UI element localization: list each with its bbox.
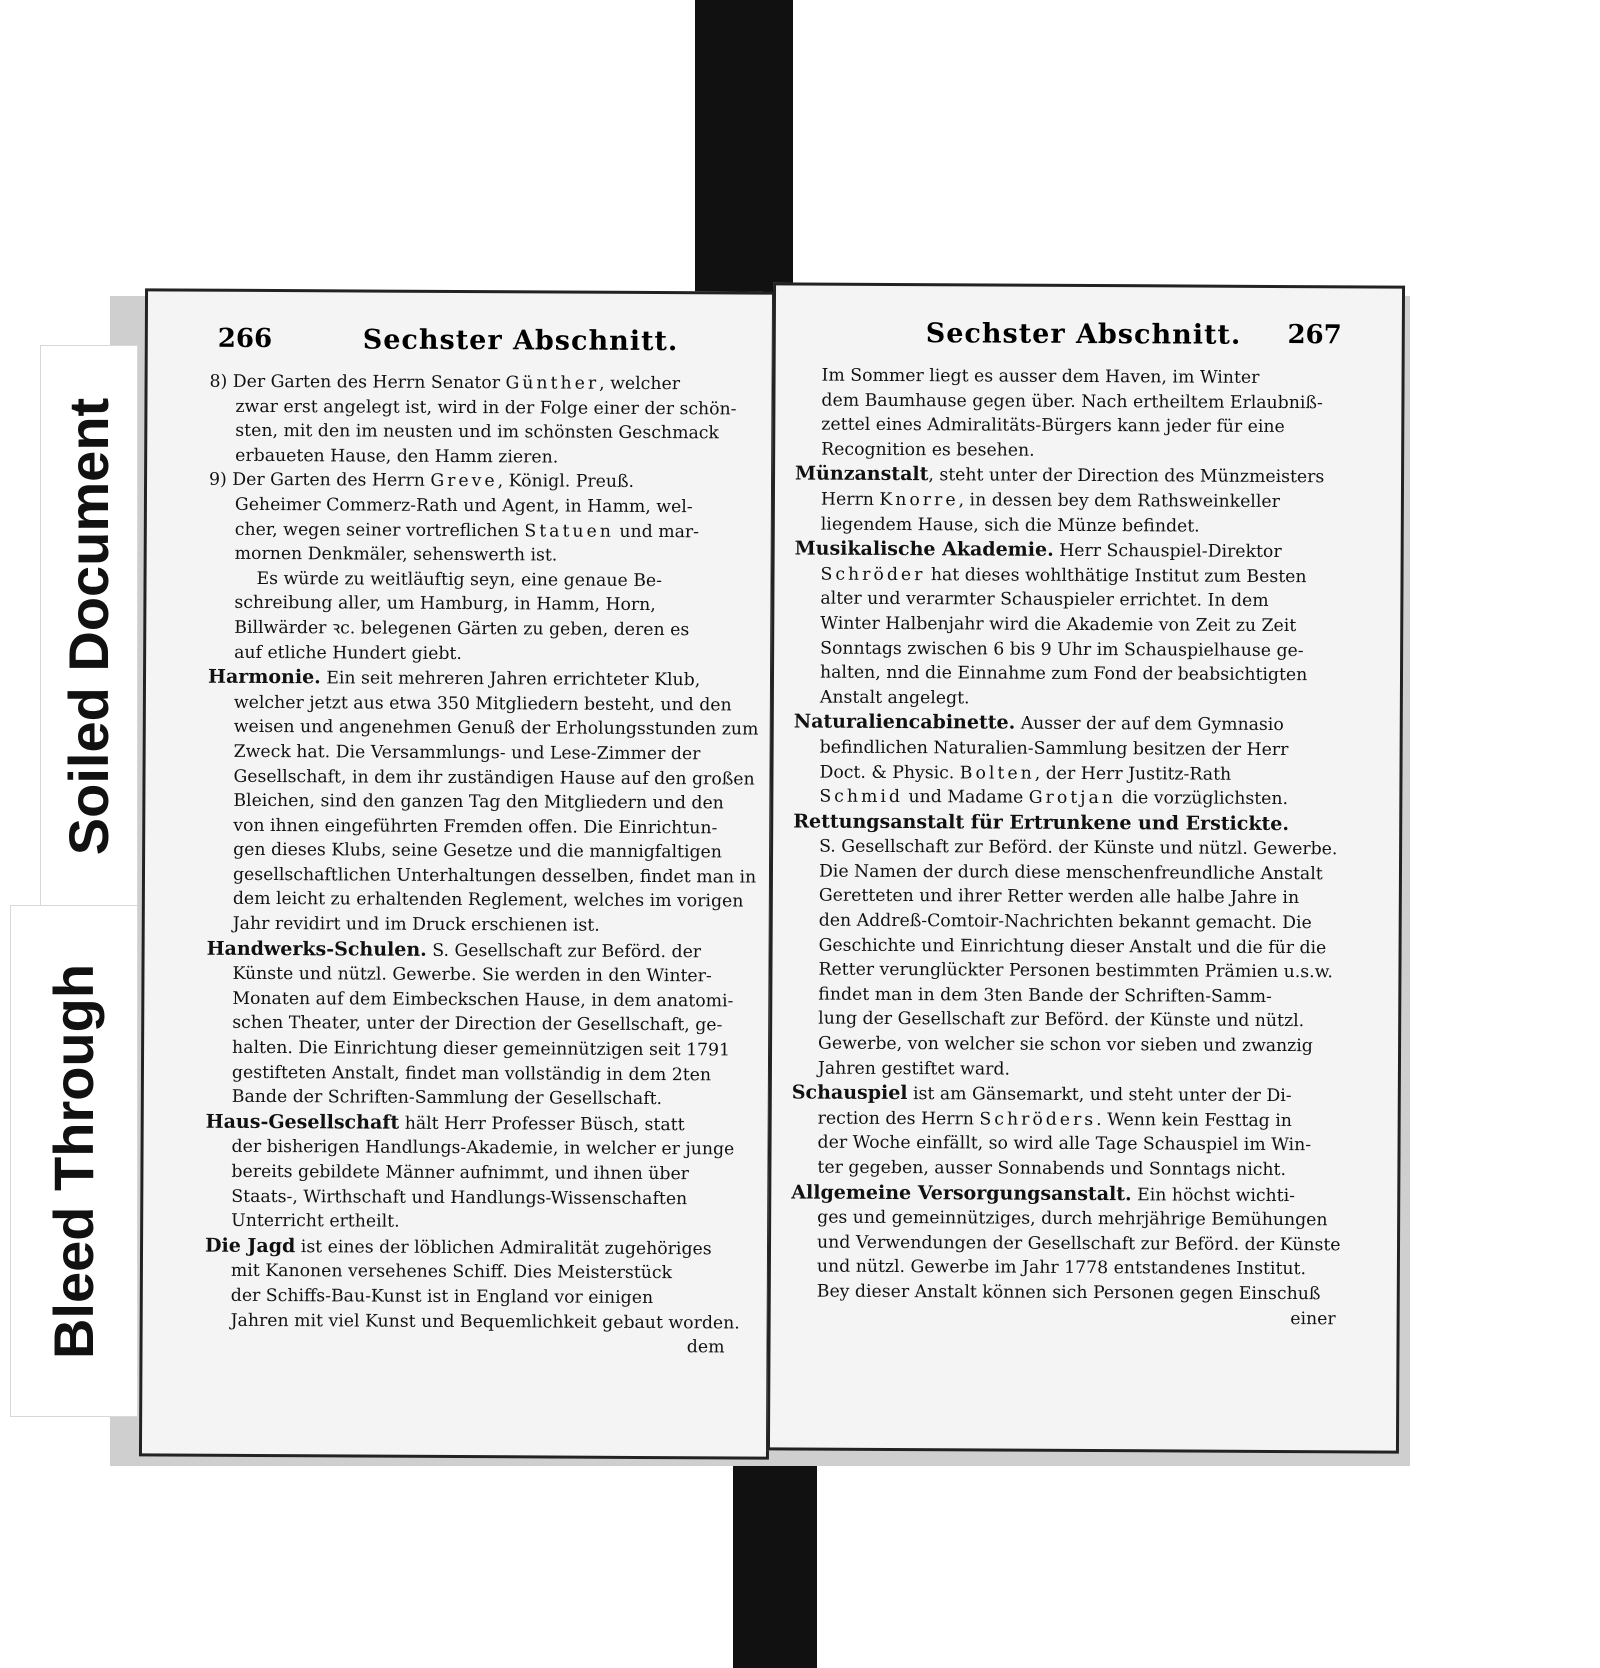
text-line [795, 487, 1340, 514]
text-line [207, 912, 727, 939]
spaced-name: Greve [430, 471, 498, 492]
text-segment: Anstalt angelegt. [819, 687, 970, 709]
text-segment: Gewerbe, von welcher sie schon vor sieben und zwanzig [818, 1033, 1313, 1057]
text-segment: mit Kanonen versehenes Schiff. Dies Meisterstück [230, 1261, 673, 1284]
spaced-name: Schmid [819, 786, 904, 808]
text-line [794, 587, 1339, 614]
text-line [205, 1160, 725, 1187]
text-segment: schreibung aller, um Hamburg, in Hamm, Horn, [234, 593, 656, 616]
text-line [794, 685, 1339, 712]
text-segment: der Schiffs-Bau-Kunst ist in England vor einigen [230, 1285, 654, 1309]
text-line [793, 785, 1338, 812]
text-line [206, 987, 734, 1014]
text-line [205, 1209, 725, 1236]
binding-strap-top [695, 0, 793, 298]
text-line [209, 419, 729, 446]
text-segment: gesellschaftlichen Unterhaltungen desselben, findet man in [232, 864, 757, 888]
text-segment: Gesellschaft, in dem ihr zuständigen Hause auf den großen [233, 766, 755, 790]
text-line [207, 789, 727, 816]
text-segment: befindlichen Naturalien-Sammlung besitzen der Herr [819, 737, 1289, 760]
left-page-text [204, 370, 759, 1360]
text-segment: und nützl. Gewerbe im Jahr 1778 entstandenes Institut. [816, 1256, 1307, 1280]
text-segment: gen dieses Klubs, seine Gesetze und die mannigfaltigen [233, 840, 722, 863]
text-segment: schen Theater, unter der Direction der Gesellschaft, ge- [232, 1013, 723, 1036]
spaced-name: Bolten [959, 762, 1035, 784]
text-segment: sten, mit den im neusten und im schönsten Geschmack [235, 421, 719, 444]
spaced-name: Günther [505, 373, 600, 394]
text-segment: S. Gesellschaft zur Beförd. der [426, 940, 702, 962]
text-line [792, 1106, 1337, 1133]
entry-keyword: Naturaliencabinette. [793, 710, 1016, 734]
text-line [793, 760, 1338, 787]
text-line [208, 665, 728, 693]
right-page [767, 282, 1405, 1453]
text-segment: hat dieses wohlthätige Institut zum Besten [925, 564, 1307, 587]
text-line [795, 462, 1340, 490]
bleed-through-label [10, 905, 138, 1417]
text-line [207, 936, 727, 964]
text-line [207, 838, 727, 865]
text-line [205, 1259, 725, 1286]
text-line [208, 640, 728, 667]
entry-keyword: Musikalische Akademie. [794, 537, 1054, 561]
text-segment: auf etliche Hundert giebt. [234, 642, 462, 664]
text-segment: gestifteten Anstalt, findet man vollständig in dem 2ten [231, 1062, 712, 1085]
text-segment: , der Herr Justitz-Rath [1034, 763, 1232, 785]
text-segment: und Verwendungen der Gesellschaft zur Beförd. der Künste [816, 1232, 1341, 1256]
text-segment: , in dessen bey dem Rathsweinkeller [958, 490, 1280, 512]
text-segment: findet man in dem 3ten Bande der Schriften-Samm- [818, 984, 1272, 1007]
text-line [208, 566, 728, 593]
entry-keyword: Münzanstalt [795, 462, 929, 486]
text-line [205, 1233, 725, 1261]
text-line [209, 468, 729, 495]
text-line [793, 835, 1338, 862]
right-page-header [776, 317, 1402, 360]
text-line [794, 611, 1339, 638]
text-segment: Die Namen der durch diese menschenfreundliche Anstalt [818, 861, 1323, 885]
text-segment: Bey dieser Anstalt können sich Personen gegen Einschuß [816, 1281, 1321, 1305]
text-segment: 8) Der Garten des Herrn Senator [209, 371, 506, 394]
text-line [207, 887, 744, 914]
text-line [210, 370, 730, 397]
spaced-name: Grotjan [1028, 787, 1117, 809]
text-line [209, 493, 729, 520]
text-line [209, 517, 729, 544]
text-segment: zettel eines Admiralitäts-Bürgers kann jeder für eine [821, 414, 1285, 438]
text-segment: ist am Gänsemarkt, und steht unter der Di- [907, 1084, 1292, 1107]
entry-keyword: Rettungsanstalt für Ertrunkene und Erstickte. [793, 810, 1290, 835]
text-line [796, 363, 1341, 390]
text-segment: Bleichen, sind den ganzen Tag den Mitgliedern und den [233, 790, 724, 814]
text-segment: Es würde zu weitläuftig seyn, eine genaue Be- [256, 568, 663, 591]
soiled-document-text: Soiled Document [57, 397, 121, 855]
text-line [204, 1333, 724, 1360]
text-line [206, 962, 726, 989]
text-segment: Herrn [820, 489, 880, 510]
text-segment: und Madame [902, 787, 1029, 808]
soiled-document-label [40, 345, 138, 907]
text-line [209, 443, 729, 470]
text-line [791, 1255, 1336, 1282]
text-line [793, 884, 1338, 911]
text-segment: Winter Halbenjahr wird die Akademie von Zeit zu Zeit [820, 613, 1297, 637]
text-line [794, 636, 1339, 663]
text-line [208, 715, 759, 742]
text-segment: . Wenn kein Festtag in [1096, 1109, 1292, 1131]
spaced-name: Statuen [524, 520, 615, 542]
text-line [208, 591, 728, 618]
text-segment: Jahren mit viel Kunst und Bequemlichkeit gebaut worden. [230, 1310, 740, 1334]
text-segment: den Addreß-Comtoir-Nachrichten bekannt gemacht. Die [818, 910, 1312, 934]
text-line [795, 388, 1340, 415]
text-segment: Retter verunglückter Personen bestimmten Prämien u.s.w. [818, 959, 1333, 983]
text-segment: Recognition es besehen. [821, 439, 1035, 461]
text-line [795, 437, 1340, 464]
text-segment: einer [1290, 1308, 1336, 1329]
text-segment: weisen und angenehmen Genuß der Erholungsstunden zum [233, 717, 759, 740]
text-segment: der bisherigen Handlungs-Akademie, in welcher er junge [231, 1137, 735, 1160]
text-line [793, 933, 1338, 960]
text-segment: von ihnen eingeführten Fremden offen. Die Einrichtun- [233, 815, 718, 839]
text-segment: der Woche einfällt, so wird alle Tage Schauspiel im Win- [817, 1133, 1312, 1156]
text-segment: rection des Herrn [817, 1108, 980, 1130]
entry-keyword: Schauspiel [791, 1081, 908, 1105]
text-segment: , steht unter der Direction des Münzmeisters [928, 465, 1325, 488]
text-segment: Sonntags zwischen 6 bis 9 Uhr im Schauspielhause ge- [820, 638, 1304, 661]
text-line [791, 1131, 1336, 1158]
text-line [791, 1304, 1336, 1331]
text-segment: dem leicht zu erhaltenden Reglement, welches im vorigen [232, 889, 744, 912]
text-segment: Herr Schauspiel-Direktor [1053, 540, 1282, 563]
page-number: 266 [217, 323, 273, 355]
spaced-name: Schröder [820, 564, 926, 585]
spaced-name: Schröders [979, 1109, 1097, 1130]
text-line [206, 1135, 735, 1162]
text-line [793, 909, 1338, 936]
text-line [205, 1308, 740, 1335]
text-line [791, 1206, 1336, 1233]
text-line [791, 1180, 1336, 1208]
text-segment: zwar erst angelegt ist, wird in der Folge einer der schön- [235, 396, 737, 420]
text-line [208, 690, 732, 717]
text-line [794, 661, 1339, 688]
text-segment: Künste und nützl. Gewerbe. Sie werden in den Winter- [232, 964, 712, 987]
text-segment: Bande der Schriften-Sammlung der Gesellschaft. [231, 1087, 663, 1110]
text-segment: dem Baumhause gegen über. Nach ertheiltem Erlaubniß- [821, 390, 1323, 413]
text-segment: Doct. & Physic. [819, 762, 960, 783]
page-number: 267 [1287, 320, 1342, 351]
text-segment: Ein seit mehreren Jahren errichteter Klub, [320, 668, 701, 691]
bleed-through-text: Bleed Through [42, 963, 106, 1359]
text-segment: , Königl. Preuß. [497, 471, 635, 493]
text-line [207, 863, 757, 890]
text-line [794, 562, 1339, 589]
text-segment: erbaueten Hause, den Hamm zieren. [235, 445, 559, 468]
text-segment: Geschichte und Einrichtung dieser Anstalt und die für die [818, 935, 1327, 958]
text-segment: alter und verarmter Schauspieler errichtet. In dem [820, 588, 1269, 612]
left-page [139, 288, 775, 1459]
text-segment: Staats-, Wirthschaft und Handlungs-Wissenschaften [231, 1186, 688, 1209]
text-line [795, 537, 1340, 565]
text-segment: Ein höchst wichti- [1131, 1184, 1296, 1206]
text-line [207, 813, 727, 840]
text-segment: Unterricht ertheilt. [231, 1211, 400, 1232]
text-line [792, 1081, 1337, 1109]
text-line [792, 982, 1337, 1009]
text-segment: hält Herr Professer Büsch, statt [399, 1113, 685, 1136]
text-segment: Jahren gestiftet ward. [817, 1058, 1011, 1080]
entry-keyword: Die Jagd [204, 1234, 296, 1257]
text-line [209, 542, 729, 569]
text-segment: Ausser der auf dem Gymnasio [1015, 713, 1284, 736]
text-segment: Geretteten und ihrer Retter werden alle halbe Jahre in [818, 886, 1300, 909]
text-line [206, 1085, 726, 1112]
text-segment: ter gegeben, ausser Sonnabends und Sonntags nicht. [817, 1157, 1287, 1181]
text-segment: Billwärder ꝛc. belegenen Gärten zu geben, deren es [234, 617, 690, 641]
text-line [208, 616, 728, 643]
text-line [207, 764, 755, 791]
text-line [795, 512, 1340, 539]
text-line [792, 1007, 1337, 1034]
text-line [794, 735, 1339, 762]
text-line [791, 1230, 1341, 1257]
right-page-text [791, 363, 1341, 1331]
text-segment: cher, wegen seiner vortreflichen [234, 519, 525, 541]
text-line [206, 1036, 731, 1063]
spaced-name: Knorre [879, 489, 959, 511]
text-segment: halten, nnd die Einnahme zum Fond der beabsichtigten [819, 662, 1308, 686]
text-segment: die vorzüglichsten. [1115, 788, 1289, 810]
text-segment: lung der Gesellschaft zur Beförd. der Künste und nützl. [818, 1009, 1305, 1032]
text-line [792, 958, 1337, 985]
text-segment: dem [686, 1337, 725, 1358]
text-segment: ist eines der löblichen Admiralität zugehöriges [295, 1236, 712, 1260]
text-line [792, 1031, 1337, 1058]
text-line [795, 413, 1340, 440]
text-segment: ges und gemeinnütziges, durch mehrjährige Bemühungen [817, 1207, 1328, 1231]
text-line [791, 1155, 1336, 1182]
text-line [793, 809, 1338, 837]
text-segment: Jahr revidirt und im Druck erschienen ist. [232, 913, 600, 936]
binding-strap-bottom [733, 1446, 817, 1668]
text-line [792, 1056, 1337, 1083]
text-line [206, 1110, 726, 1138]
running-title: Sechster Abschnitt. [925, 318, 1242, 351]
left-page-header [148, 323, 772, 366]
text-segment: , welcher [599, 373, 681, 395]
text-line [205, 1184, 725, 1211]
text-segment: und mar- [613, 521, 700, 542]
running-title: Sechster Abschnitt. [362, 324, 679, 358]
text-line [205, 1284, 725, 1311]
text-segment: Im Sommer liegt es ausser dem Haven, im Winter [821, 365, 1260, 388]
entry-keyword: Allgemeine Versorgungsanstalt. [791, 1181, 1132, 1205]
text-segment: liegendem Hause, sich die Münze befindet. [820, 514, 1200, 537]
text-line [206, 1011, 726, 1038]
text-segment: Monaten auf dem Eimbeckschen Hause, in dem anatomi- [232, 988, 734, 1012]
text-segment: halten. Die Einrichtung dieser gemeinnützigen seit 1791 [232, 1037, 731, 1061]
text-segment: S. Gesellschaft zur Beförd. der Künste und nützl. Gewerbe. [819, 836, 1338, 860]
text-segment: Zweck hat. Die Versammlungs- und Lese-Zimmer der [233, 741, 701, 765]
text-line [791, 1279, 1336, 1306]
text-segment: Geheimer Commerz-Rath und Agent, in Hamm, wel- [234, 494, 693, 518]
text-segment: bereits gebildete Männer aufnimmt, und ihnen über [231, 1161, 690, 1185]
text-segment: 9) Der Garten des Herrn [209, 470, 431, 492]
text-line [794, 710, 1339, 738]
text-line [793, 859, 1338, 886]
entry-keyword: Handwerks-Schulen. [206, 937, 427, 961]
entry-keyword: Haus-Gesellschaft [205, 1110, 400, 1134]
text-segment: mornen Denkmäler, sehenswerth ist. [234, 543, 558, 566]
entry-keyword: Harmonie. [207, 665, 321, 689]
text-line [206, 1060, 726, 1087]
text-line [208, 740, 728, 767]
text-segment: welcher jetzt aus etwa 350 Mitgliedern besteht, und den [233, 692, 732, 716]
text-line [209, 394, 737, 421]
